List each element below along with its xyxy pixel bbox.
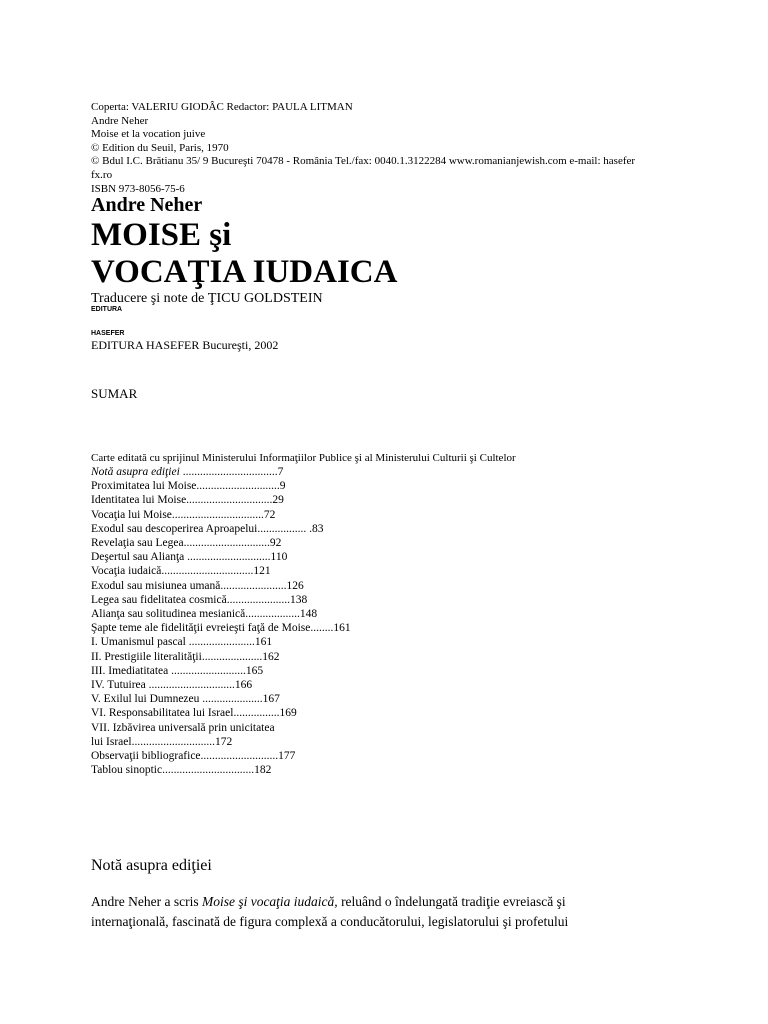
toc-entry: [91, 763, 351, 777]
toc-entry-title: V. Exilul lui Dumnezeu: [91, 693, 200, 706]
book-title-line: VOCAŢIA IUDAICA: [91, 254, 398, 290]
toc-entry-page: ................................182: [162, 764, 272, 777]
toc-entry-title: Vocaţia iudaică: [91, 565, 162, 578]
toc-entry-page: .....................167: [199, 693, 280, 706]
credits-line: ISBN 973-8056-75-6: [91, 182, 185, 195]
toc-entry: [91, 678, 351, 692]
book-title: [91, 217, 397, 291]
toc-entry-title: II. Prestigiile literalităţii: [91, 650, 202, 663]
toc-entry-page: .............................110: [184, 551, 288, 564]
toc-entry-title: VI. Responsabilitatea lui Israel: [91, 707, 234, 720]
credits-line: © Bdul I.C. Brătianu 35/ 9 Bucureşti 70478 - România Tel./fax: 0040.1.3122284 www.romanianjewish.com e-mail: hasefer: [91, 155, 636, 168]
intro-paragraph: [91, 892, 651, 932]
toc-entry: [91, 735, 351, 749]
table-of-contents: [91, 465, 351, 777]
toc-entry-page: .................................7: [179, 466, 284, 478]
toc-entry: [91, 550, 351, 564]
toc-entry: [91, 635, 351, 649]
intro-text: reluând o îndelungată tradiţie evreiască şi: [337, 894, 566, 909]
toc-entry-page: ........161: [310, 622, 351, 635]
toc-entry-page: ................................121: [161, 565, 271, 578]
credits-block: [91, 101, 691, 196]
toc-entry-page: ................................72: [171, 508, 276, 521]
toc-entry-title: Observaţii bibliografice: [91, 750, 201, 763]
credits-line: Moise et la vocation juive: [91, 128, 206, 141]
toc-entry-page: .....................162: [201, 650, 280, 663]
contents-heading: SUMAR: [91, 386, 138, 401]
toc-entry-title: IV. Tutuirea: [91, 679, 146, 692]
toc-entry: [91, 692, 351, 706]
credits-line: © Edition du Seuil, Paris, 1970: [91, 141, 229, 154]
toc-entry-page: .......................161: [185, 636, 273, 649]
toc-entry: [91, 664, 351, 678]
toc-entry: [91, 493, 351, 507]
sponsor-note: Carte editată cu sprijinul Ministerului Informaţiilor Publice şi al Ministerului Culturii şi Cultelor: [91, 452, 516, 464]
toc-entry-page: ................. .83: [257, 522, 324, 535]
credits-line: Coperta: VALERIU GIODÂC Redactor: PAULA LITMAN: [91, 101, 353, 113]
toc-entry-title: Proximitatea lui Moise: [91, 480, 197, 493]
toc-entry-title: Deşertul sau Alianţa: [91, 551, 185, 564]
toc-entry-page: ................169: [233, 707, 297, 720]
intro-line: [91, 892, 651, 912]
toc-entry-page: ...................148: [245, 608, 318, 621]
toc-entry: [91, 579, 351, 593]
toc-entry-page: ......................138: [226, 593, 308, 606]
toc-entry-page: ...........................177: [200, 750, 296, 763]
intro-text: Andre Neher a scris: [91, 894, 202, 909]
toc-entry: [91, 607, 351, 621]
toc-entry: [91, 479, 351, 493]
toc-entry: [91, 650, 351, 664]
toc-entry: [91, 522, 351, 536]
toc-entry-title: lui Israel: [91, 735, 132, 748]
toc-entry-title: Exodul sau misiunea umană: [91, 579, 221, 592]
toc-entry: [91, 621, 351, 635]
toc-entry-page: ..............................29: [186, 494, 284, 507]
toc-entry: [91, 593, 351, 607]
credits-line: fx.ro: [91, 168, 113, 181]
toc-entry-title: Identitatea lui Moise: [91, 494, 187, 507]
section-heading: Notă asupra ediţiei: [91, 857, 212, 874]
toc-entry-title: Şapte teme ale fidelităţii evreieşti faţă de Moise: [91, 622, 311, 635]
toc-entry-title: Vocaţia lui Moise: [91, 508, 172, 521]
translator-line: Traducere şi note de ŢICU GOLDSTEIN: [91, 291, 323, 306]
toc-entry-title: Alianţa sau solitudinea mesianică: [91, 608, 246, 621]
toc-entry: [91, 465, 351, 479]
toc-entry-title: Exodul sau descoperirea Aproapelui: [91, 522, 258, 535]
toc-entry-page: .......................126: [220, 579, 304, 592]
toc-entry-page: .............................9: [196, 480, 286, 493]
toc-entry-title: Tablou sinoptic: [91, 764, 163, 777]
toc-entry-page: ..............................92: [183, 537, 282, 550]
small-label-editura: EDITURA: [91, 306, 123, 313]
toc-entry: [91, 721, 351, 735]
toc-entry-title: III. Imediatitatea: [91, 664, 169, 677]
small-label-hasefer: HASEFER: [91, 330, 125, 337]
book-title-line: MOISE şi: [91, 217, 232, 253]
book-author: Andre Neher: [91, 194, 203, 216]
intro-line: internaţională, fascinată de figura complexă a conducătorului, legislatorului şi profetului: [91, 914, 569, 929]
toc-entry-page: ..........................165: [168, 664, 264, 677]
toc-entry: [91, 508, 351, 522]
publisher-line: EDITURA HASEFER Bucureşti, 2002: [91, 338, 279, 352]
toc-entry-page: .............................172: [131, 735, 233, 748]
toc-entry: [91, 706, 351, 720]
toc-entry-title: Notă asupra ediţiei: [91, 466, 180, 478]
toc-entry: [91, 749, 351, 763]
toc-entry-title: I. Umanismul pascal: [91, 636, 186, 649]
toc-entry-title: Legea sau fidelitatea cosmică: [91, 593, 227, 606]
credits-line: Andre Neher: [91, 114, 149, 127]
toc-entry-title: VII. Izbăvirea universală prin unicitatea: [91, 721, 275, 734]
toc-entry: [91, 536, 351, 550]
toc-entry: [91, 564, 351, 578]
intro-book-title: Moise şi vocaţia iudaică,: [201, 894, 338, 909]
toc-entry-page: ..............................166: [145, 679, 253, 692]
toc-entry-title: Revelaţia sau Legea: [91, 537, 184, 550]
